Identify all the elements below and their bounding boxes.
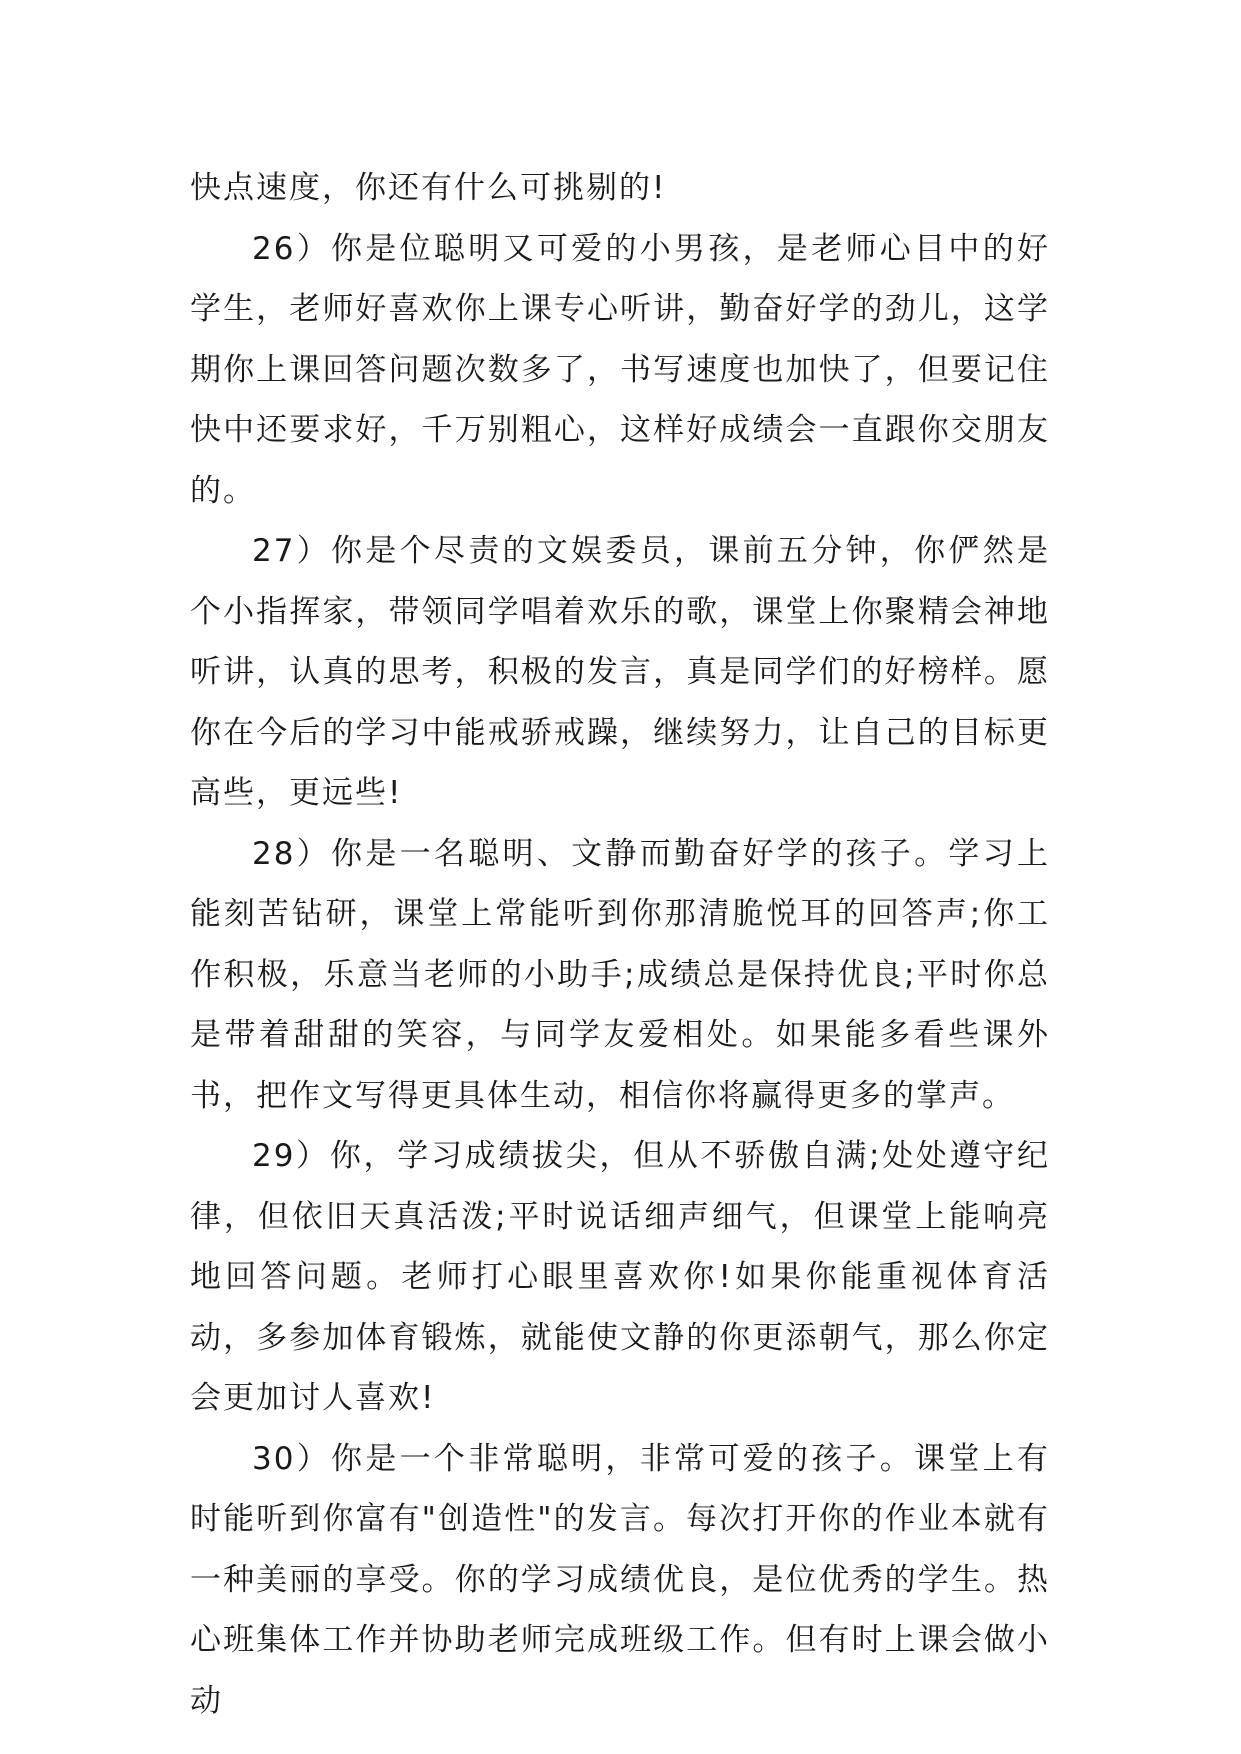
paragraph-continuation: 快点速度，你还有什么可挑剔的! (190, 170, 667, 206)
paragraph-comment-27: 27）你是个尽责的文娱委员，课前五分钟，你俨然是个小指挥家，带领同学唱着欢乐的歌，课堂上你聚精会神地听讲，认真的思考，积极的发言，真是同学们的好榜样。愿你在今后的学习中能戒骄戒躁，继续努力，让自己的目标更高些，更远些! (190, 533, 1050, 811)
paragraph-comment-26: 26）你是位聪明又可爱的小男孩，是老师心目中的好学生，老师好喜欢你上课专心听讲，勤奋好学的劲儿，这学期你上课回答问题次数多了，书写速度也加快了，但要记住快中还要求好，千万别粗心，这样好成绩会一直跟你交朋友的。 (190, 230, 1050, 509)
paragraph-comment-30: 30）你是一个非常聪明，非常可爱的孩子。课堂上有时能听到你富有"创造性"的发言。每次打开你的作业本就有一种美丽的享受。你的学习成绩优良，是位优秀的学生。热心班集体工作并协助老师完成班级工作。但有时上课会做小动 (190, 1440, 1050, 1719)
paragraph-comment-28: 28）你是一名聪明、文静而勤奋好学的孩子。学习上能刻苦钻研，课堂上常能听到你那清脆悦耳的回答声;你工作积极，乐意当老师的小助手;成绩总是保持优良;平时你总是带着甜甜的笑容，与同学友爱相处。如果能多看些课外书，把作文写得更具体生动，相信你将赢得更多的掌声。 (190, 835, 1050, 1114)
paragraph-comment-29: 29）你，学习成绩拔尖，但从不骄傲自满;处处遵守纪律，但依旧天真活泼;平时说话细声细气，但课堂上能响亮地回答问题。老师打心眼里喜欢你!如果你能重视体育活动，多参加体育锻炼，就能使文静的你更添朝气，那么你定会更加讨人喜欢! (190, 1138, 1050, 1416)
document-body (190, 158, 1050, 1731)
